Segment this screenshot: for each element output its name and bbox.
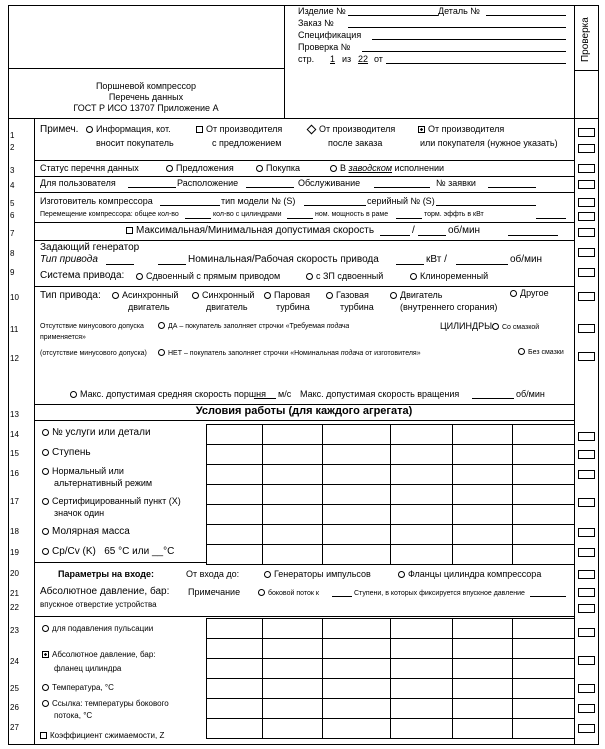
grid-cell[interactable] bbox=[512, 678, 575, 699]
grid-cell[interactable] bbox=[390, 638, 453, 659]
user-field[interactable] bbox=[128, 187, 176, 188]
grid-cell[interactable] bbox=[262, 504, 323, 525]
drive-type-label: Тип привода bbox=[40, 254, 98, 265]
grid-cell[interactable] bbox=[322, 718, 391, 739]
frame-power-label: ном. мощность в раме bbox=[315, 211, 389, 218]
side-stream-temp-line2: потока, °C bbox=[54, 711, 93, 720]
tolerance-no[interactable]: НЕТ – покупатель заполняет строчки «Номинальная подача от изготовителя» bbox=[158, 349, 421, 357]
note-label: Примечание bbox=[188, 587, 241, 597]
grid-cell[interactable] bbox=[206, 658, 263, 679]
grid-cell[interactable] bbox=[390, 464, 453, 485]
check-box[interactable] bbox=[578, 248, 595, 257]
grid-cell[interactable] bbox=[452, 484, 513, 505]
driver-induction-line2: двигатель bbox=[128, 302, 170, 312]
side-stream-field[interactable] bbox=[332, 596, 352, 597]
rpm-unit: об/мин bbox=[510, 254, 543, 265]
speed-extra-field[interactable] bbox=[508, 235, 558, 236]
piston-speed-unit: м/с bbox=[278, 389, 292, 399]
grid-cell[interactable] bbox=[206, 718, 263, 739]
status-factory[interactable]: В заводском исполнении bbox=[330, 164, 444, 173]
grid-cell[interactable] bbox=[262, 484, 323, 505]
grid-cell[interactable] bbox=[206, 544, 263, 565]
header-divider bbox=[8, 68, 284, 69]
grid-cell[interactable] bbox=[322, 524, 391, 545]
grid-cell[interactable] bbox=[452, 638, 513, 659]
check-box[interactable] bbox=[578, 724, 595, 733]
driver-steam[interactable]: Паровая bbox=[264, 291, 310, 300]
location-label: Расположение bbox=[177, 178, 239, 188]
order-field[interactable] bbox=[348, 27, 566, 28]
row-num: 24 bbox=[10, 657, 19, 666]
row-num: 1 bbox=[10, 131, 15, 140]
cyl-lubricated[interactable]: Со смазкой bbox=[492, 323, 539, 331]
drive-gear[interactable]: с ЗП сдвоенный bbox=[306, 272, 383, 281]
grid-cell[interactable] bbox=[206, 638, 263, 659]
normal-mode[interactable]: Нормальный или bbox=[42, 467, 124, 476]
row-num: 10 bbox=[10, 293, 19, 302]
grid-cell[interactable] bbox=[452, 698, 513, 719]
driver-gas-line2: турбина bbox=[340, 302, 374, 312]
grid-cell[interactable] bbox=[452, 504, 513, 525]
grid-cell[interactable] bbox=[322, 484, 391, 505]
from-label: от bbox=[374, 54, 383, 64]
model-label: тип модели № (S) bbox=[221, 196, 296, 206]
drive-type-field[interactable] bbox=[106, 264, 134, 265]
side-stream-temp[interactable]: Ссылка: температуры бокового bbox=[42, 700, 169, 708]
driver-synchronous-line2: двигатель bbox=[206, 302, 248, 312]
remark-opt-buyer[interactable]: Информация, кот. bbox=[86, 125, 171, 134]
tolerance-label: Отсутствие минусового допуска bbox=[40, 323, 144, 330]
rotation-unit: об/мин bbox=[516, 389, 545, 399]
cylinders-label: кол-во с цилиндрами bbox=[213, 211, 282, 218]
grid-cell[interactable] bbox=[322, 658, 391, 679]
check-box[interactable] bbox=[578, 352, 595, 361]
from-field[interactable] bbox=[386, 63, 566, 64]
grid-cell[interactable] bbox=[390, 504, 453, 525]
remarks-label: Примеч. bbox=[40, 124, 79, 135]
grid-cell[interactable] bbox=[262, 524, 323, 545]
remark-opt-either[interactable]: От производителя bbox=[418, 125, 504, 134]
grid-cell[interactable] bbox=[390, 424, 453, 445]
compressibility[interactable]: Коэффициент сжимаемости, Z bbox=[40, 732, 164, 740]
drive-system-label: Система привода: bbox=[40, 270, 125, 281]
serial-field[interactable] bbox=[436, 205, 536, 206]
grid-cell[interactable] bbox=[206, 484, 263, 505]
grid-cell[interactable] bbox=[262, 638, 323, 659]
grid-cell[interactable] bbox=[322, 504, 391, 525]
page-of: из bbox=[342, 54, 352, 64]
check-box[interactable] bbox=[578, 228, 595, 237]
detail-field[interactable] bbox=[486, 15, 566, 16]
from-inlet-label: От входа до: bbox=[186, 569, 240, 579]
page-label: стр. bbox=[298, 54, 315, 64]
page-total: 22 bbox=[358, 54, 369, 64]
location-field[interactable] bbox=[246, 187, 294, 188]
cylinder-flanges[interactable]: Фланцы цилиндра компрессора bbox=[398, 570, 541, 579]
displacement-total[interactable] bbox=[185, 218, 211, 219]
row-num: 11 bbox=[10, 325, 19, 334]
cyl-non-lubricated[interactable]: Без смазки bbox=[518, 348, 564, 356]
row-num: 8 bbox=[10, 249, 15, 258]
stage-inlet-note: Ступени, в которых фиксируется впускное давление bbox=[354, 590, 525, 597]
grid-cell[interactable] bbox=[452, 424, 513, 445]
inlet-params-label: Параметры на входе: bbox=[58, 569, 154, 579]
driver-engine[interactable]: Двигатель bbox=[390, 291, 442, 300]
grid-cell[interactable] bbox=[206, 464, 263, 485]
grid-cell[interactable] bbox=[452, 618, 513, 639]
kw-unit: кВт / bbox=[426, 254, 447, 265]
grid-cell[interactable] bbox=[262, 618, 323, 639]
check-box[interactable] bbox=[578, 704, 595, 713]
row-num: 12 bbox=[10, 354, 19, 363]
cp-cv[interactable]: Cp/Cv (K) 65 °C или __°C bbox=[42, 547, 174, 557]
driver-type-label: Тип привода: bbox=[40, 290, 101, 301]
pulsation[interactable]: для подавления пульсации bbox=[42, 625, 153, 633]
remark-opt-buyer-line2: вносит покупатель bbox=[96, 138, 174, 148]
user-label: Для пользователя bbox=[40, 178, 116, 188]
check-box[interactable] bbox=[578, 180, 595, 189]
row-num: 9 bbox=[10, 268, 15, 277]
drive-vbelt[interactable]: Клиноременный bbox=[410, 272, 488, 281]
grid-cell[interactable] bbox=[262, 658, 323, 679]
rpm-field[interactable] bbox=[456, 264, 508, 265]
rotation-field[interactable] bbox=[472, 398, 514, 399]
min-speed-field[interactable] bbox=[418, 235, 446, 236]
grid-cell[interactable] bbox=[390, 698, 453, 719]
serial-label: серийный № (S) bbox=[367, 196, 435, 206]
drive-speed-label: Номинальная/Рабочая скорость привода bbox=[188, 254, 379, 265]
side-title: Проверка bbox=[580, 17, 591, 62]
grid-cell[interactable] bbox=[512, 618, 575, 639]
check-box[interactable] bbox=[578, 268, 595, 277]
driver-other[interactable]: Другое bbox=[510, 289, 549, 298]
row-num: 18 bbox=[10, 527, 19, 536]
grid-cell[interactable] bbox=[512, 524, 575, 545]
tolerance-note: (отсутствие минусового допуска) bbox=[40, 350, 147, 357]
row-num: 16 bbox=[10, 469, 19, 478]
grid-cell[interactable] bbox=[390, 718, 453, 739]
row-num: 26 bbox=[10, 703, 19, 712]
row-num: 27 bbox=[10, 723, 19, 732]
driver-synchronous[interactable]: Синхронный bbox=[192, 291, 254, 300]
driver-engine-line2: (внутреннего сгорания) bbox=[400, 302, 498, 312]
speed-unit: об/мин bbox=[448, 225, 481, 236]
max-piston-speed[interactable]: Макс. допустимая средняя скорость поршня bbox=[70, 390, 266, 399]
grid-cell[interactable] bbox=[262, 718, 323, 739]
speed-slash: / bbox=[412, 225, 415, 236]
grid-cell[interactable] bbox=[262, 444, 323, 465]
remark-opt-proposal[interactable]: От производителя bbox=[196, 125, 282, 134]
grid-cell[interactable] bbox=[322, 464, 391, 485]
row-num: 22 bbox=[10, 603, 19, 612]
speed-checkbox[interactable]: Максимальная/Минимальная допустимая скорость bbox=[126, 226, 374, 236]
max-rotation-label: Макс. допустимая скорость вращения bbox=[300, 389, 460, 399]
check-box[interactable] bbox=[578, 324, 595, 333]
abs-pressure-flange[interactable]: Абсолютное давление, бар: bbox=[42, 651, 156, 659]
check-box[interactable] bbox=[578, 432, 595, 441]
check-box[interactable] bbox=[578, 450, 595, 459]
remark-opt-after-order-line2: после заказа bbox=[328, 138, 383, 148]
drive-direct[interactable]: Сдвоенный с прямым приводом bbox=[136, 272, 280, 281]
service-no[interactable]: № услуги или детали bbox=[42, 428, 151, 438]
row-num: 14 bbox=[10, 430, 19, 439]
row-num: 19 bbox=[10, 548, 19, 557]
side-stream[interactable]: боковой поток к bbox=[258, 589, 319, 597]
service-field[interactable] bbox=[374, 187, 430, 188]
certified-point-line2: значок один bbox=[54, 508, 105, 518]
grid-cell[interactable] bbox=[390, 444, 453, 465]
grid-cell[interactable] bbox=[512, 464, 575, 485]
grid-cell[interactable] bbox=[206, 618, 263, 639]
grid-cell[interactable] bbox=[262, 424, 323, 445]
frame-power-field[interactable] bbox=[396, 218, 422, 219]
grid-cell[interactable] bbox=[390, 658, 453, 679]
grid-cell[interactable] bbox=[390, 678, 453, 699]
brake-power-field[interactable] bbox=[536, 218, 566, 219]
grid-cell[interactable] bbox=[452, 658, 513, 679]
grid-cell[interactable] bbox=[206, 504, 263, 525]
cylinder-flange-label: фланец цилиндра bbox=[54, 664, 122, 673]
grid-cell[interactable] bbox=[206, 678, 263, 699]
grid-cell[interactable] bbox=[512, 444, 575, 465]
detail-label: Деталь № bbox=[438, 6, 480, 16]
row-num: 7 bbox=[10, 229, 15, 238]
request-label: № заявки bbox=[436, 178, 476, 188]
check-box[interactable] bbox=[578, 548, 595, 557]
manufacturer-field[interactable] bbox=[160, 205, 220, 206]
check-box[interactable] bbox=[578, 684, 595, 693]
grid-cell[interactable] bbox=[322, 544, 391, 565]
grid-cell[interactable] bbox=[512, 544, 575, 565]
title-line3: ГОСТ Р ИСО 13707 Приложение А bbox=[73, 103, 219, 113]
product-field[interactable] bbox=[348, 15, 438, 16]
grid-cell[interactable] bbox=[512, 484, 575, 505]
operating-conditions-title: Условия работы (для каждого агрегата) bbox=[195, 405, 413, 417]
driver-steam-line2: турбина bbox=[276, 302, 310, 312]
row-num: 17 bbox=[10, 497, 19, 506]
pulse-generators[interactable]: Генераторы импульсов bbox=[264, 570, 371, 579]
driver-induction[interactable]: Асинхронный bbox=[112, 291, 178, 300]
check-box[interactable] bbox=[578, 656, 595, 665]
header-bottom-line bbox=[8, 118, 599, 119]
normal-mode-line2: альтернативный режим bbox=[54, 478, 153, 488]
row-num: 15 bbox=[10, 449, 19, 458]
spec-label: Спецификация bbox=[298, 30, 362, 40]
grid-cell[interactable] bbox=[206, 524, 263, 545]
remark-opt-either-line2: или покупателя (нужное указать) bbox=[420, 138, 558, 148]
check-box[interactable] bbox=[578, 628, 595, 637]
check-box[interactable] bbox=[578, 528, 595, 537]
spec-field[interactable] bbox=[372, 39, 566, 40]
check-field[interactable] bbox=[362, 51, 566, 52]
grid-cell[interactable] bbox=[512, 504, 575, 525]
grid-cell[interactable] bbox=[512, 638, 575, 659]
temperature[interactable]: Температура, °C bbox=[42, 684, 114, 692]
drive-power-field[interactable] bbox=[158, 264, 186, 265]
check-box[interactable] bbox=[578, 292, 595, 301]
remark-opt-after-order[interactable]: От производителя bbox=[306, 125, 395, 134]
grid-cell[interactable] bbox=[452, 678, 513, 699]
check-box[interactable] bbox=[578, 470, 595, 479]
grid-cell[interactable] bbox=[322, 618, 391, 639]
check-box[interactable] bbox=[578, 604, 595, 613]
grid-cell[interactable] bbox=[390, 524, 453, 545]
grid-cell[interactable] bbox=[512, 658, 575, 679]
row-num: 6 bbox=[10, 211, 15, 220]
inlet-device-label: впускное отверстие устройства bbox=[40, 600, 157, 609]
check-box[interactable] bbox=[578, 588, 595, 597]
row-num: 21 bbox=[10, 589, 19, 598]
check-box[interactable] bbox=[578, 144, 595, 153]
page-number: 1 bbox=[330, 54, 336, 64]
grid-cell[interactable] bbox=[322, 678, 391, 699]
order-label: Заказ № bbox=[298, 18, 334, 28]
driver-label: Задающий генератор bbox=[40, 242, 140, 253]
stage-inlet-field[interactable] bbox=[530, 596, 566, 597]
molar-mass[interactable]: Молярная масса bbox=[42, 527, 130, 537]
certified-point[interactable]: Сертифицированный пункт (X) bbox=[42, 497, 181, 506]
row-num: 5 bbox=[10, 199, 15, 208]
product-label: Изделие № bbox=[298, 6, 346, 16]
manufacturer-label: Изготовитель компрессора bbox=[40, 196, 153, 206]
grid-cell[interactable] bbox=[322, 424, 391, 445]
grid-cell[interactable] bbox=[452, 718, 513, 739]
check-box[interactable] bbox=[578, 164, 595, 173]
service-label: Обслуживание bbox=[298, 178, 361, 188]
grid-cell[interactable] bbox=[390, 618, 453, 639]
request-field[interactable] bbox=[488, 187, 536, 188]
check-box[interactable] bbox=[578, 198, 595, 207]
grid-cell[interactable] bbox=[322, 698, 391, 719]
grid-cell[interactable] bbox=[512, 424, 575, 445]
grid-cell[interactable] bbox=[512, 718, 575, 739]
max-speed-field[interactable] bbox=[380, 235, 410, 236]
status-proposal[interactable]: Предложения bbox=[166, 164, 234, 173]
check-box[interactable] bbox=[578, 498, 595, 507]
row-num: 23 bbox=[10, 626, 19, 635]
tolerance-yes[interactable]: ДА – покупатель заполняет строчки «Требуемая подача bbox=[158, 322, 349, 330]
cylinders-field[interactable] bbox=[287, 218, 313, 219]
row-num: 13 bbox=[10, 410, 19, 419]
grid-cell[interactable] bbox=[262, 464, 323, 485]
grid-cell[interactable] bbox=[452, 544, 513, 565]
title-line2: Перечень данных bbox=[108, 92, 184, 102]
cylinders-heading: ЦИЛИНДРЫ: bbox=[440, 321, 495, 331]
grid-cell[interactable] bbox=[390, 484, 453, 505]
brake-power-label: торм. эффть в кВт bbox=[424, 211, 484, 218]
check-box[interactable] bbox=[578, 212, 595, 221]
tolerance-applies: применяется» bbox=[40, 334, 86, 341]
driver-gas[interactable]: Газовая bbox=[326, 291, 369, 300]
row-num: 20 bbox=[10, 569, 19, 578]
grid-cell[interactable] bbox=[206, 698, 263, 719]
row-num: 3 bbox=[10, 166, 15, 175]
abs-pressure-label: Абсолютное давление, бар: bbox=[40, 586, 170, 597]
displacement-label: Перемещение компрессора: общее кол-во bbox=[40, 211, 179, 218]
check-label: Проверка № bbox=[298, 42, 351, 52]
grid-cell[interactable] bbox=[262, 678, 323, 699]
drive-speed-field[interactable] bbox=[396, 264, 424, 265]
grid-cell[interactable] bbox=[262, 698, 323, 719]
grid-cell[interactable] bbox=[322, 638, 391, 659]
title-line1: Поршневой компрессор bbox=[95, 81, 197, 91]
header-vline bbox=[284, 5, 285, 118]
grid-cell[interactable] bbox=[390, 544, 453, 565]
status-label: Статус перечня данных bbox=[40, 163, 139, 173]
row-num: 25 bbox=[10, 684, 19, 693]
check-box[interactable] bbox=[578, 128, 595, 137]
grid-cell[interactable] bbox=[512, 698, 575, 719]
grid-cell[interactable] bbox=[262, 544, 323, 565]
model-field[interactable] bbox=[304, 205, 366, 206]
grid-cell[interactable] bbox=[322, 444, 391, 465]
row-num: 2 bbox=[10, 143, 15, 152]
stage[interactable]: Ступень bbox=[42, 448, 91, 458]
grid-cell[interactable] bbox=[452, 444, 513, 465]
grid-cell[interactable] bbox=[452, 524, 513, 545]
row-num: 4 bbox=[10, 181, 15, 190]
status-purchase[interactable]: Покупка bbox=[256, 164, 300, 173]
grid-cell[interactable] bbox=[206, 444, 263, 465]
piston-speed-field[interactable] bbox=[254, 398, 276, 399]
remark-opt-proposal-line2: с предложением bbox=[212, 138, 282, 148]
check-box[interactable] bbox=[578, 570, 595, 579]
grid-cell[interactable] bbox=[452, 464, 513, 485]
grid-cell[interactable] bbox=[206, 424, 263, 445]
